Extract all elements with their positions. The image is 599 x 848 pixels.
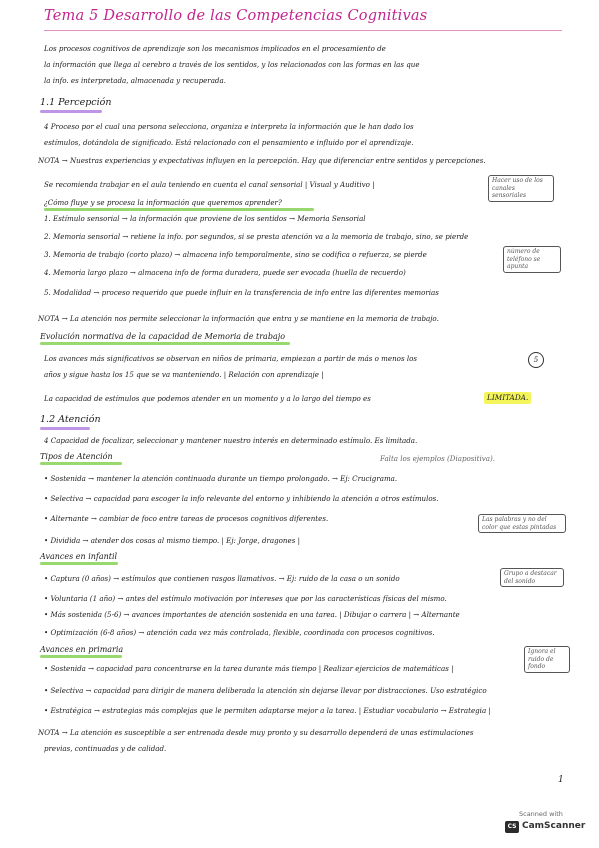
step-line: 5. Modalidad → proceso requerido que puede influir en la transferencia de info entre las diferentes memorias <box>44 288 439 297</box>
list-item: • Selectiva → capacidad para dirigir de manera deliberada la atención sin dejarse llevar por distracciones. Uso estratégico <box>44 686 487 695</box>
subheading-highlight <box>40 655 122 658</box>
subsection-heading-tipos: Tipos de Atención <box>40 452 113 461</box>
circled-number: 5 <box>528 352 544 368</box>
body-line: NOTA → La atención es susceptible a ser entrenada desde muy pronto y su desarrollo dependerá de unas estimulaciones <box>38 728 474 737</box>
body-line: NOTA → La atención nos permite seleccionar la información que entra y se mantiene en la memoria de trabajo. <box>38 314 439 323</box>
subheading-highlight <box>40 562 118 565</box>
step-line: 1. Estímulo sensorial → la información que proviene de los sentidos → Memoria Sensorial <box>44 214 366 223</box>
list-item: • Estratégica → estrategias más complejas que le permiten adaptarse mejor a la tarea. | Estudiar vocabulario → Estrategia | <box>44 706 491 715</box>
body-line: Se recomienda trabajar en el aula teniendo en cuenta el canal sensorial | Visual y Auditivo | <box>44 180 375 189</box>
body-line: Los avances más significativos se observan en niños de primaria, empiezan a partir de más o menos los <box>44 354 418 363</box>
question-highlight <box>44 208 314 211</box>
page-title: Tema 5 Desarrollo de las Competencias Cognitivas <box>44 8 428 24</box>
intro-line: Los procesos cognitivos de aprendizaje son los mecanismos implicados en el procesamiento de <box>44 44 386 53</box>
step-line: 3. Memoria de trabajo (corto plazo) → almacena info temporalmente, sino se codifica o refuerza, se pierde <box>44 250 427 259</box>
camscanner-logo-icon: CS <box>505 821 519 833</box>
limitada-highlight: LIMITADA. <box>484 392 531 404</box>
page-number: 1 <box>558 775 564 785</box>
body-line: NOTA → Nuestras experiencias y expectativas influyen en la percepción. Hay que diferenciar entre sentidos y percepciones. <box>38 156 486 165</box>
heading-highlight <box>40 427 90 430</box>
body-line: La capacidad de estímulos que podemos atender en un momento y a lo largo del tiempo es <box>44 394 371 403</box>
side-note: Grupo a destacar del sonido <box>500 568 564 587</box>
scanner-brand: CamScanner <box>522 821 586 831</box>
list-item: • Sostenida → mantener la atención continuada durante un tiempo prolongado. → Ej: Crucigrama. <box>44 474 398 483</box>
body-line: 4 Capacidad de focalizar, seleccionar y mantener nuestro interés en determinado estímulo. Es limitada. <box>44 436 418 445</box>
subsection-heading-primaria: Avances en primaria <box>40 645 124 654</box>
body-line: estímulos, dotándola de significado. Está relacionado con el pensamiento e influido por el aprendizaje. <box>44 138 414 147</box>
subheading-highlight <box>40 462 122 465</box>
intro-line: la información que llega al cerebro a través de los sentidos, y los relacionados con las formas en las que <box>44 60 420 69</box>
list-item: • Alternante → cambiar de foco entre tareas de procesos cognitivos diferentes. <box>44 514 329 523</box>
list-item: • Selectiva → capacidad para escoger la info relevante del entorno y inhibiendo la atención a otros estímulos. <box>44 494 439 503</box>
body-line: 4 Proceso por el cual una persona selecciona, organiza e interpreta la información que le han dado los <box>44 122 414 131</box>
camscanner-watermark <box>505 810 587 840</box>
side-note: Hacer uso de los canales sensoriales <box>488 175 554 202</box>
margin-note: Falta los ejemplos (Diapositiva). <box>380 454 496 463</box>
list-item: • Captura (0 años) → estímulos que contienen rasgos llamativos. → Ej: ruido de la casa o un sonido <box>44 574 400 583</box>
list-item: • Optimización (6-8 años) → atención cada vez más controlada, flexible, coordinada con procesos cognitivos. <box>44 628 435 637</box>
scanner-caption: Scanned with <box>519 810 563 818</box>
intro-line: la info. es interpretada, almacenada y recuperada. <box>44 76 226 85</box>
list-item: • Dividida → atender dos cosas al mismo tiempo. | Ej: Jorge, dragones | <box>44 536 300 545</box>
section-heading-atencion: 1.2 Atención <box>40 414 101 425</box>
body-line: previas, continuadas y de calidad. <box>44 744 167 753</box>
body-line: ¿Cómo fluye y se procesa la información que queremos aprender? <box>44 198 282 207</box>
step-line: 2. Memoria sensorial → retiene la info. por segundos, si se presta atención va a la memoria de trabajo, sino, se pierde <box>44 232 469 241</box>
side-note: número de teléfono se apunta <box>503 246 561 273</box>
heading-highlight <box>40 110 102 113</box>
subheading-highlight <box>40 342 290 345</box>
section-heading-percepcion: 1.1 Percepción <box>40 97 112 108</box>
list-item: • Sostenida → capacidad para concentrarse en la tarea durante más tiempo | Realizar ejercicios de matemáticas | <box>44 664 454 673</box>
side-note: Ignora el ruido de fondo <box>524 646 570 673</box>
list-item: • Más sostenida (5-6) → avances importantes de atención sostenida en una tarea. | Dibujar o carrera | → Alternante <box>44 610 460 619</box>
title-underline <box>44 30 562 31</box>
body-line: años y sigue hasta los 15 que se va manteniendo. | Relación con aprendizaje | <box>44 370 324 379</box>
subsection-heading-evolucion: Evolución normativa de la capacidad de Memoria de trabajo <box>40 332 286 341</box>
subsection-heading-infantil: Avances en infantil <box>40 552 118 561</box>
list-item: • Voluntaria (1 año) → antes del estímulo motivación por intereses que por las características físicas del mismo. <box>44 594 447 603</box>
step-line: 4. Memoria largo plazo → almacena info de forma duradera, puede ser evocada (huella de recuerdo) <box>44 268 406 277</box>
side-note: Las palabras y no del color que estas pintadas <box>478 514 566 533</box>
